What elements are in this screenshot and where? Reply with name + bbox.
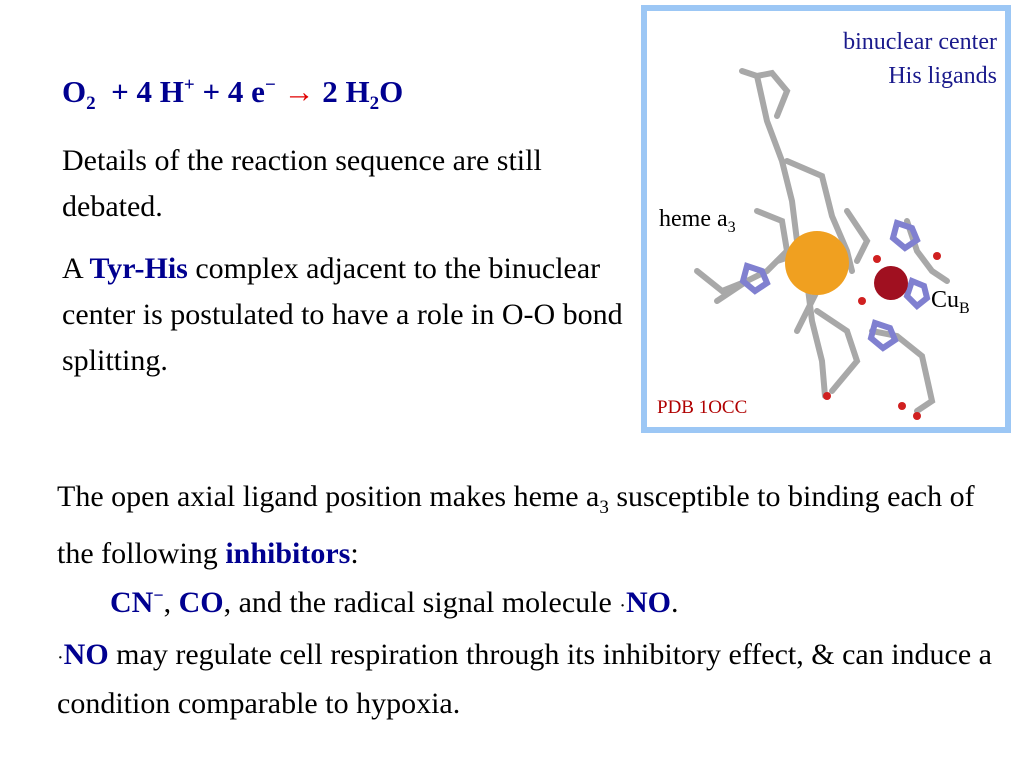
arrow-icon: → <box>283 74 315 109</box>
tyr-his-text: A Tyr-His complex adjacent to the binuclear center is postulated to have a role in O-O bond splitting. <box>62 252 623 377</box>
structure-figure <box>641 5 1011 433</box>
no-regulation-text: ·NO may regulate cell respiration through its inhibitory effect, & can induce a condition comparable to hypoxia. <box>57 638 992 720</box>
pdb-label: PDB 1OCC <box>657 397 748 418</box>
cub-label: $Cu_B$ <box>931 287 970 317</box>
iron-atom <box>785 231 849 295</box>
heme-label: heme $a_3$ <box>659 206 736 236</box>
reaction-equation: $O_2 + 4$ H+ + 4 e− → 2 $H_2O$ <box>62 74 404 115</box>
binuclear-center-label: binuclear center <box>843 29 997 55</box>
his-ligands-label: His ligands <box>888 63 997 89</box>
inhibitors-list: CN−, CO, and the radical signal molecule ·NO. <box>110 585 679 619</box>
axial-ligand-text: The open axial ligand position makes heme $a_3$ susceptible to binding each of the following inhibitors: <box>57 480 975 570</box>
debated-text: Details of the reaction sequence are still debated. <box>62 144 542 223</box>
copper-atom <box>874 266 908 300</box>
